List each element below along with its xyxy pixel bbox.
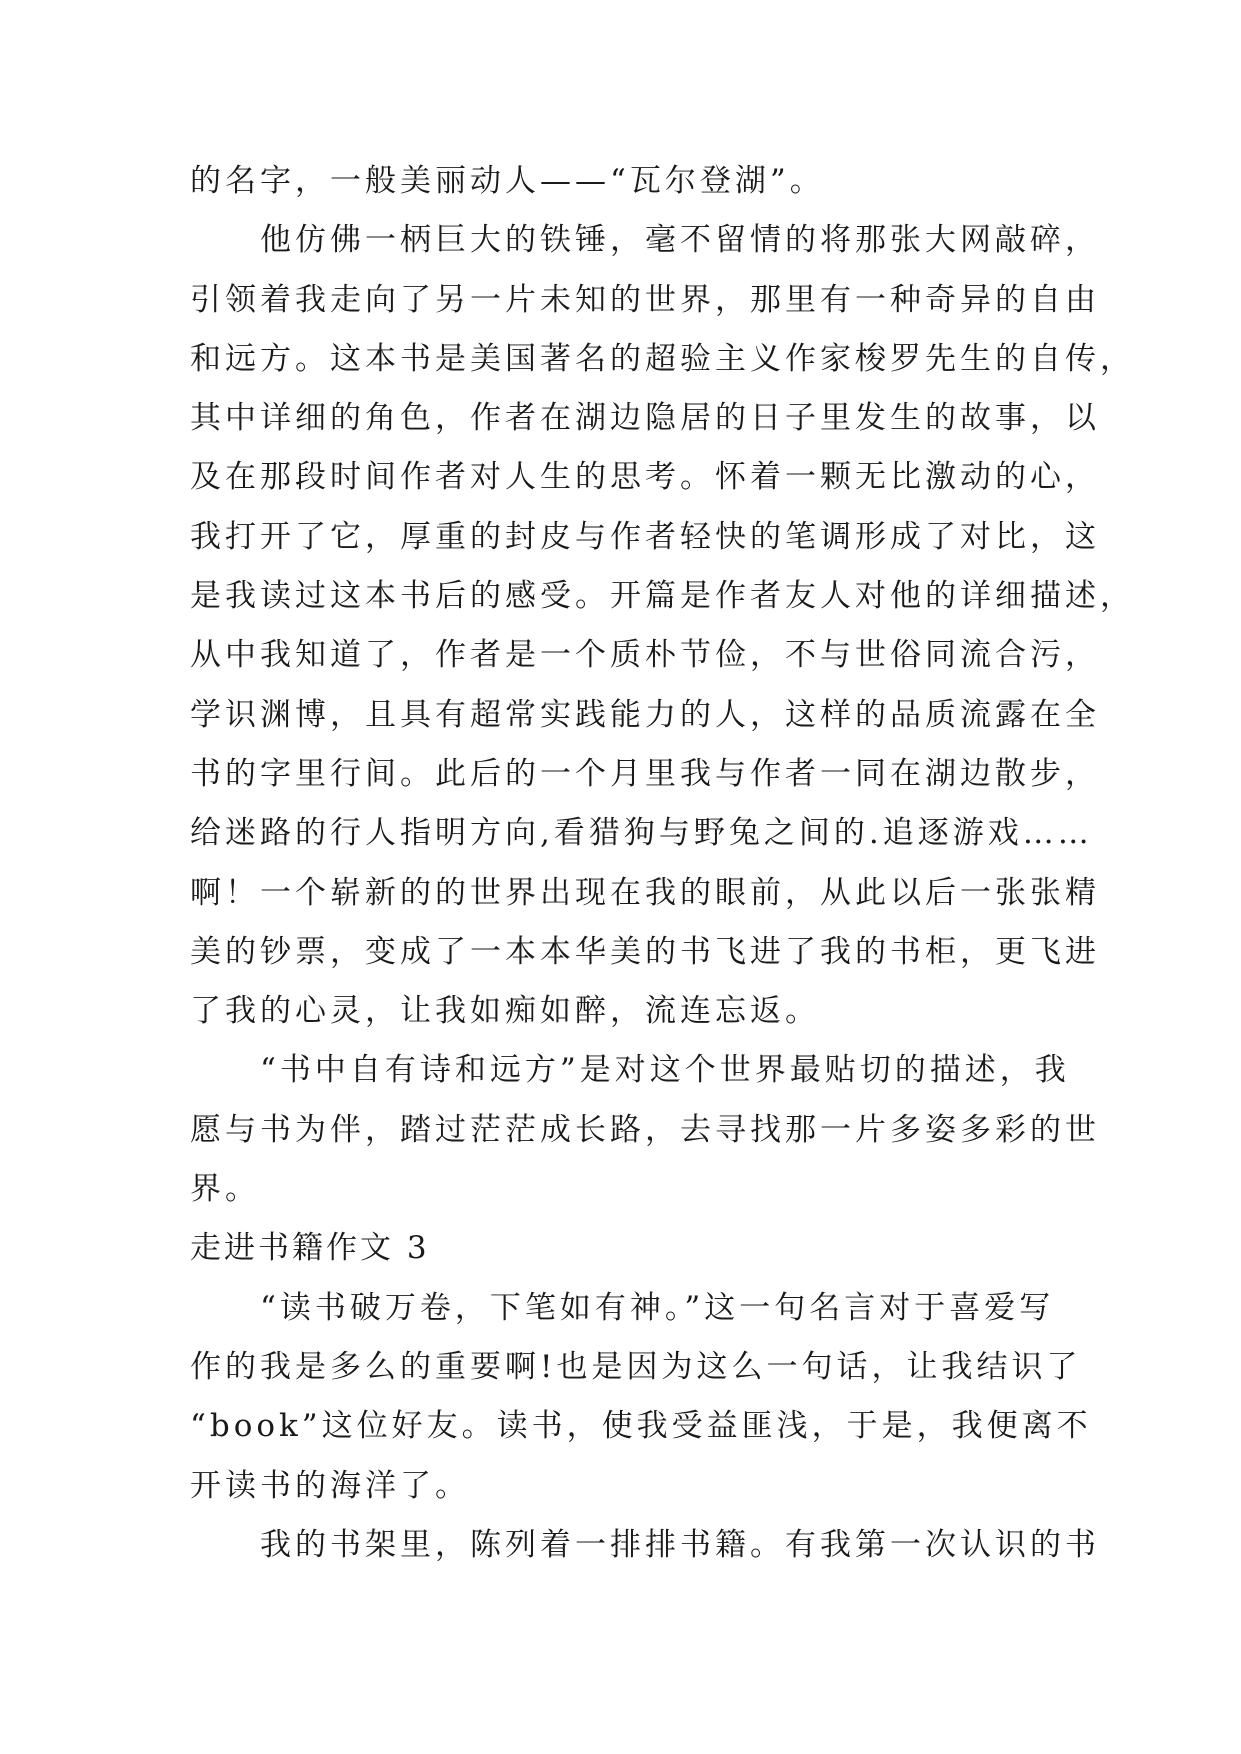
- paragraph-start-line: “读书破万卷，下笔如有神。”这一句名言对于喜爱写: [260, 1289, 1055, 1326]
- text-line: 开读书的海洋了。: [190, 1467, 470, 1504]
- text-line: 是我读过这本书后的感受。开篇是作者友人对他的详细描述，: [190, 578, 1135, 615]
- text-line: 愿与书为伴，踏过茫茫成长路，去寻找那一片多姿多彩的世: [190, 1111, 1100, 1148]
- paragraph-start-line: “书中自有诗和远方”是对这个世界最贴切的描述，我: [260, 1052, 1070, 1089]
- paragraph-start-line: 我的书架里，陈列着一排排书籍。有我第一次认识的书: [260, 1526, 1100, 1563]
- text-line: 书的字里行间。此后的一个月里我与作者一同在湖边散步，: [190, 755, 1100, 792]
- text-line: 的名字，一般美丽动人——“瓦尔登湖”。: [190, 163, 825, 199]
- text-line: 其中详细的角色，作者在湖边隐居的日子里发生的故事，以: [190, 400, 1100, 437]
- text-line: 我打开了它，厚重的封皮与作者轻快的笔调形成了对比，这: [190, 518, 1100, 555]
- essay-text: [190, 152, 1135, 1575]
- text-line: 作的我是多么的重要啊!也是因为这么一句话，让我结识了: [190, 1348, 1082, 1385]
- paragraph-start-line: 他仿佛一柄巨大的铁锤，毫不留情的将那张大网敲碎，: [260, 222, 1100, 259]
- text-line: 引领着我走向了另一片未知的世界，那里有一种奇异的自由: [190, 281, 1100, 318]
- section-heading: 走进书籍作文 3: [190, 1230, 430, 1267]
- text-line: 从中我知道了，作者是一个质朴节俭，不与世俗同流合污，: [190, 637, 1100, 674]
- text-line: 啊！一个崭新的的世界出现在我的眼前，从此以后一张张精: [190, 874, 1100, 911]
- text-line: 了我的心灵，让我如痴如醉，流连忘返。: [190, 993, 820, 1030]
- text-line: 界。: [190, 1171, 260, 1208]
- text-line: 给迷路的行人指明方向,看猎狗与野兔之间的.追逐游戏……: [190, 815, 1093, 852]
- text-line: 及在那段时间作者对人生的思考。怀着一颗无比激动的心，: [190, 459, 1100, 496]
- text-line: 学识渊博，且具有超常实践能力的人，这样的品质流露在全: [190, 696, 1100, 733]
- text-line: 和远方。这本书是美国著名的超验主义作家梭罗先生的自传，: [190, 340, 1135, 377]
- text-line: “book”这位好友。读书，使我受益匪浅，于是，我便离不: [190, 1408, 1092, 1445]
- text-line: 美的钞票，变成了一本本华美的书飞进了我的书柜，更飞进: [190, 933, 1100, 970]
